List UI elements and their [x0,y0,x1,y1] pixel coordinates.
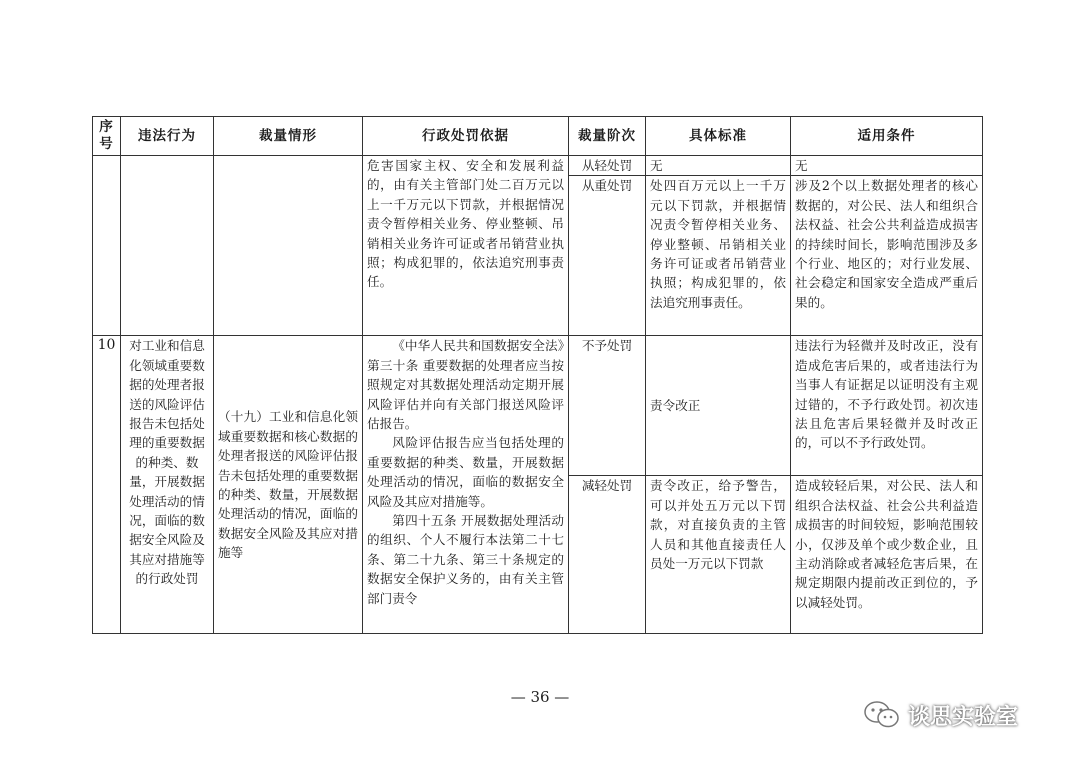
wechat-icon [862,699,902,731]
cell-standard: 处四百万元以上一千万元以下罚款，并根据情况责令暂停相关业务、停业整顿、吊销相关业务许可证或者吊销营业执照；构成犯罪的，依法追究刑事责任。 [646,176,791,336]
page-number: — 36 — [510,688,570,706]
header-level: 裁量阶次 [569,117,646,156]
cell-condition: 造成较轻后果，对公民、法人和组织合法权益、社会公共利益造成损害的时间较短，影响范围较小，仅涉及单个或少数企业，且主动消除或者减轻危害后果，在规定期限内提前改正到位的，予以减轻处罚。 [791,476,983,634]
cell-standard: 责令改正 [646,336,791,476]
header-condition: 适用条件 [791,117,983,156]
cell-standard: 无 [646,156,791,176]
cell-no-empty [93,156,121,336]
cell-basis: 危害国家主权、安全和发展利益的，由有关主管部门处二百万元以上一千万元以下罚款，并根据情况责令暂停相关业务、停业整顿、吊销相关业务许可证或者吊销营业执照；构成犯罪的，依法追究刑事责任。 [363,156,569,336]
watermark [862,698,1018,732]
cell-violation-empty [121,156,214,336]
cell-row-number: 10 [93,336,121,634]
cell-level: 从轻处罚 [569,156,646,176]
watermark-text: 谈思实验室 [908,704,1019,730]
header-basis: 行政处罚依据 [363,117,569,156]
cell-violation: 对工业和信息化领域重要数据的处理者报送的风险评估报告未包括处理的重要数据的种类、数量，开展数据处理活动的情况，面临的数据安全风险及其应对措施等的行政处罚 [121,336,214,634]
cell-condition: 违法行为轻微并及时改正，没有造成危害后果的，或者违法行为当事人有证据足以证明没有主观过错的，不予行政处罚。初次违法且危害后果轻微并及时改正的，可以不予行政处罚。 [791,336,983,476]
cell-condition: 无 [791,156,983,176]
table-header-row [93,117,983,156]
header-standard: 具体标准 [646,117,791,156]
cell-circumstance: （十九）工业和信息化领域重要数据和核心数据的处理者报送的风险评估报告未包括处理的重要数据的种类、数量，开展数据处理活动的情况，面临的数据安全风险及其应对措施等 [214,336,363,634]
cell-circumstance-empty [214,156,363,336]
table-row [93,336,983,476]
header-violation: 违法行为 [121,117,214,156]
header-no: 序号 [93,117,121,156]
penalty-table [92,116,983,634]
cell-level: 减轻处罚 [569,476,646,634]
cell-standard: 责令改正，给予警告，可以并处五万元以下罚款，对直接负责的主管人员和其他直接责任人员处一万元以下罚款 [646,476,791,634]
cell-basis [363,336,569,634]
cell-condition: 涉及2个以上数据处理者的核心数据的，对公民、法人和组织合法权益、社会公共利益造成损害的持续时间长，影响范围涉及多个行业、地区的；对行业发展、社会稳定和国家安全造成严重后果的。 [791,176,983,336]
header-circumstance: 裁量情形 [214,117,363,156]
basis-paragraph: 风险评估报告应当包括处理的重要数据的种类、数量，开展数据处理活动的情况，面临的数据安全风险及其应对措施等。 [367,435,564,509]
basis-paragraph: 第四十五条 开展数据处理活动的组织、个人不履行本法第二十七条、第二十九条、第三十条规定的数据安全保护义务的，由有关主管部门责令 [367,513,564,606]
basis-paragraph: 《中华人民共和国数据安全法》第三十条 重要数据的处理者应当按照规定对其数据处理活动定期开展风险评估并向有关部门报送风险评估报告。 [367,338,564,432]
table-row [93,156,983,176]
cell-level: 不予处罚 [569,336,646,476]
cell-level: 从重处罚 [569,176,646,336]
